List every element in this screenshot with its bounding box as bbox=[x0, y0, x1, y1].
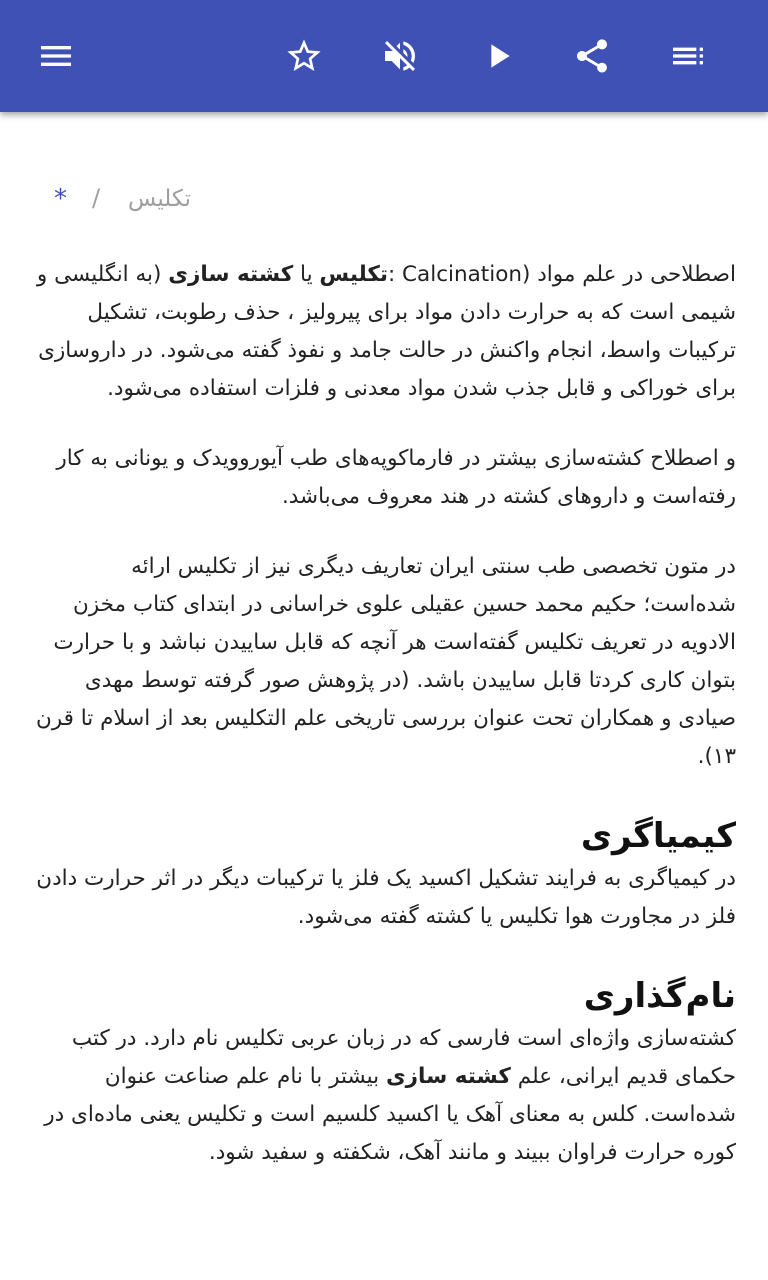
breadcrumb-current: تکلیس bbox=[128, 186, 191, 212]
menu-button[interactable] bbox=[28, 28, 84, 84]
app-toolbar bbox=[0, 0, 768, 112]
breadcrumb-separator: / bbox=[92, 184, 101, 212]
english-term: Calcination bbox=[402, 262, 522, 287]
toc-icon bbox=[668, 36, 708, 76]
bold-term-koshte-sazi: کشته سازی bbox=[168, 262, 294, 287]
play-icon bbox=[478, 36, 518, 76]
intro-paragraph-2: و اصطلاح کشته‌سازی بیشتر در فارماکوپه‌های طب آیوروویدک و یونانی به کار رفته‌است و داروهای کشته در هند معروف می‌باشد. bbox=[56, 446, 736, 509]
volume-off-icon bbox=[380, 36, 420, 76]
section-text-alchemy: در کیمیاگری به فرایند تشکیل اکسید یک فلز یا ترکیبات دیگر در اثر حرارت دادن فلز در مجاورت هوا تکلیس یا کشته گفته می‌شود. bbox=[36, 866, 736, 929]
table-of-contents-button[interactable] bbox=[660, 28, 716, 84]
breadcrumb bbox=[0, 182, 768, 222]
breadcrumb-home-link[interactable]: * bbox=[54, 184, 67, 214]
star-icon bbox=[284, 36, 324, 76]
intro-paragraph-1: اصطلاحی در علم مواد (Calcination :تکلیس یا کشته سازی (به انگلیسی و شیمی است که به حرارت دادن مواد برای پیرولیز ، حذف رطوبت، تشکیل ترکیبات واسط، انجام واکنش در حالت جامد و نفوذ گفته می‌شود. در داروسازی برای خوراکی و قابل جذب شدن مواد معدنی و فلزات استفاده می‌شود. bbox=[36, 262, 736, 401]
bold-term-takalis: تکلیس bbox=[319, 262, 388, 287]
favorite-button[interactable] bbox=[276, 28, 332, 84]
share-icon bbox=[572, 36, 612, 76]
article-content bbox=[0, 112, 768, 1280]
article-body bbox=[32, 256, 736, 1204]
bold-term-koshte-sazi-2: کشته سازی bbox=[385, 1064, 511, 1089]
section-heading-alchemy: کیمیاگری bbox=[580, 816, 736, 856]
hamburger-menu-icon bbox=[36, 36, 76, 76]
intro-paragraph-3: در متون تخصصی طب سنتی ایران تعاریف دیگری نیز از تکلیس ارائه شده‌است؛ حکیم محمد حسین عقیلی علوی خراسانی در ابتدای کتاب مخزن الادویه در تعریف تکلیس گفته‌است هر آنچه که قابل ساییدن نباشد و با حرارت بتوان کاری کردتا قابل ساییدن باشد. (در پژوهش صور گرفته توسط مهدی صیادی و همکاران تحت عنوان بررسی تاریخی علم التکلیس بعد از اسلام تا قرن ۱۳). bbox=[35, 554, 736, 769]
share-button[interactable] bbox=[564, 28, 620, 84]
mute-button[interactable] bbox=[372, 28, 428, 84]
section-text-naming: کشته‌سازی واژه‌ای است فارسی که در زبان عربی تکلیس نام دارد. در کتب حکمای قدیم ایرانی، علم کشته سازی بیشتر با نام علم صناعت عنوان شده‌است. کلس به معنای آهک یا اکسید کلسیم است و تکلیس یعنی ماده‌ای در کوره حرارت فراوان ببیند و مانند آهک، شکفته و سفید شود. bbox=[44, 1026, 736, 1165]
play-button[interactable] bbox=[470, 28, 526, 84]
section-heading-naming: نام‌گذاری bbox=[583, 976, 736, 1016]
